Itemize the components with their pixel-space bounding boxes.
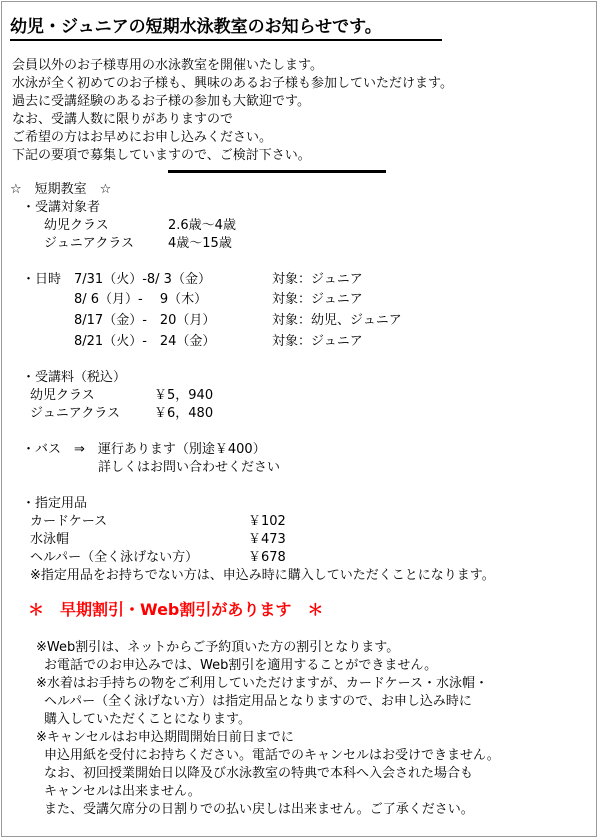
note-line: ※キャンセルはお申込期間開始日前日までに [36, 730, 294, 745]
fee-class-name: 幼児クラス [30, 388, 95, 403]
intro-line-4: なお、受講人数に限りがありますので [12, 112, 234, 127]
bus-info: ・バス ⇒ 運行あります（別途￥400） [22, 442, 266, 457]
item-name: カードケース [30, 514, 108, 529]
intro-line-1: 会員以外のお子様専用の水泳教室を開催いたします。 [12, 58, 323, 73]
note-line: 購入していただくことになります。 [44, 712, 251, 727]
schedule-date: 8/21（火）- 24（金） [74, 334, 216, 349]
note-line: ※水着はお手持ちの物をご利用していただけますが、カードケース・水泳帽・ [36, 676, 488, 691]
discount-banner: ＊ 早期割引・Web割引があります ＊ [28, 600, 324, 619]
fee-price: ￥5，940 [154, 388, 214, 403]
bus-note: 詳しくはお問い合わせください [98, 460, 281, 475]
intro-line-6: 下記の要項で募集していますので、ご検討下さい。 [12, 148, 311, 163]
note-line: ※Web割引は、ネットからご予約頂いた方の割引となります。 [36, 640, 400, 655]
item-price: ￥473 [248, 532, 286, 547]
intro-line-5: ご希望の方はお早めにお申し込みください。 [12, 130, 273, 145]
target-class-age: 2.6歳～4歳 [168, 218, 236, 233]
schedule-date: 7/31（火）-8/ 3（金） [74, 272, 211, 287]
intro-line-2: 水泳が全く初めてのお子様も、興味のあるお子様も参加していただけます。 [12, 76, 453, 91]
schedule-target: 対象：ジュニア [272, 334, 363, 349]
target-class-age: 4歳～15歳 [168, 236, 232, 251]
item-name: ヘルパー（全く泳げない方） [30, 550, 199, 565]
note-line: キャンセルは出来ません。 [44, 784, 201, 799]
intro-underline [168, 170, 386, 173]
note-line: また、受講欠席分の日割りでの払い戻しは出来ません。ご了承ください。 [44, 802, 474, 817]
note-line: なお、初回授業開始日以降及び水泳教室の特典で本科へ入会された場合も [44, 766, 474, 781]
item-price: ￥102 [248, 514, 286, 529]
item-price: ￥678 [248, 550, 286, 565]
schedule-label: ・日時 [22, 272, 62, 287]
section-title: ☆ 短期教室 ☆ [10, 182, 112, 197]
fee-label: ・受講料（税込） [22, 370, 127, 385]
items-note: ※指定用品をお持ちでない方は、申込み時に購入していただくことになります。 [30, 568, 495, 583]
intro-line-3: 過去に受講経験のあるお子様の参加も大歓迎です。 [12, 94, 310, 109]
fee-price: ￥6，480 [154, 406, 214, 421]
title-underline [10, 39, 442, 41]
fee-class-name: ジュニアクラス [30, 406, 120, 421]
target-class-name: 幼児クラス [44, 218, 109, 233]
schedule-target: 対象：幼児、ジュニア [272, 313, 402, 328]
items-label: ・指定用品 [22, 496, 88, 511]
item-name: 水泳帽 [30, 532, 70, 547]
schedule-date: 8/17（金）- 20（月） [74, 313, 216, 328]
schedule-target: 対象：ジュニア [272, 272, 363, 287]
target-label: ・受講対象者 [22, 200, 101, 215]
schedule-date: 8/ 6（月）- 9（木） [74, 292, 208, 307]
note-line: 申込用紙を受付にお持ちください。電話でのキャンセルはお受けできません。 [44, 748, 500, 763]
schedule-target: 対象：ジュニア [272, 292, 363, 307]
note-line: ヘルパー（全く泳げない方）は指定用品となりますので、お申し込み時に [44, 694, 472, 709]
note-line: お電話でのお申込みでは、Web割引を適用することができません。 [44, 658, 438, 673]
target-class-name: ジュニアクラス [44, 236, 134, 251]
page-title: 幼児・ジュニアの短期水泳教室のお知らせです。 [10, 17, 382, 37]
